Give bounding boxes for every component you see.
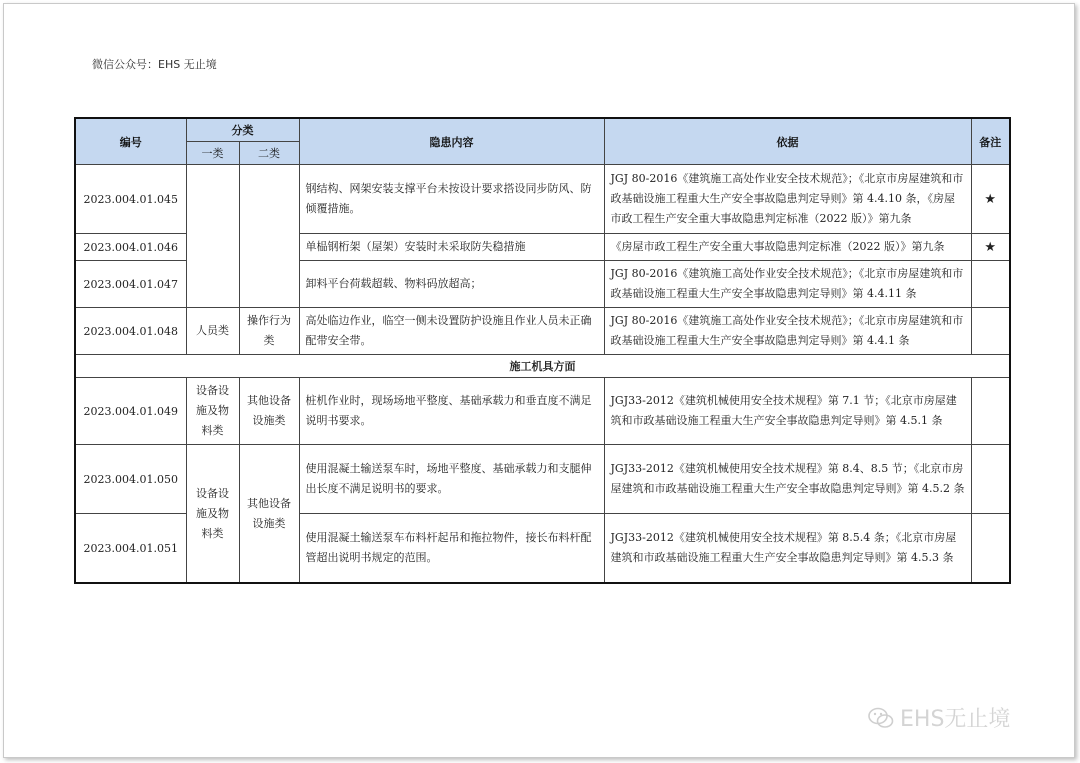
row-id: 2023.004.01.049 [75,378,186,445]
row-id: 2023.004.01.050 [75,445,186,514]
section-row [75,355,1010,378]
row-basis: JGJ33-2012《建筑机械使用安全技术规程》第 8.4、8.5 节；《北京市房屋建筑和市政基础设施工程重大生产安全事故隐患判定导则》第 4.5.2 条 [604,445,971,514]
table-row [75,445,1010,514]
row-remark [971,378,1010,445]
header-note: 微信公众号：EHS 无止境 [92,58,217,71]
hazard-table [74,117,1011,584]
table-row [75,378,1010,445]
row-id: 2023.004.01.046 [75,234,186,261]
watermark [868,702,1010,733]
row-remark [971,261,1010,308]
header-cat2: 二类 [239,142,299,165]
row-remark: ★ [971,234,1010,261]
header-row [75,118,1010,142]
table-row [75,308,1010,355]
row-cat1: 设备设施及物料类 [186,445,239,584]
row-remark [971,514,1010,584]
watermark-text: EHS无止境 [900,707,1011,732]
row-cat2: 其他设备设施类 [239,445,299,584]
row-hazard: 桩机作业时，现场场地平整度、基础承载力和垂直度不满足说明书要求。 [299,378,604,445]
row-basis: JGJ33-2012《建筑机械使用安全技术规程》第 7.1 节；《北京市房屋建筑和市政基础设施工程重大生产安全事故隐患判定导则》第 4.5.1 条 [604,378,971,445]
row-basis: JGJ 80-2016《建筑施工高处作业安全技术规范》；《北京市房屋建筑和市政基础设施工程重大生产安全事故隐患判定导则》第 4.4.1 条 [604,308,971,355]
header-cat1: 一类 [186,142,239,165]
table-row [75,165,1010,234]
wechat-icon [868,707,894,729]
row-id: 2023.004.01.045 [75,165,186,234]
row-basis: JGJ33-2012《建筑机械使用安全技术规程》第 8.5.4 条；《北京市房屋建筑和市政基础设施工程重大生产安全事故隐患判定导则》第 4.5.3 条 [604,514,971,584]
row-hazard: 高处临边作业，临空一侧未设置防护设施且作业人员未正确配带安全带。 [299,308,604,355]
row-cat1 [186,165,239,308]
row-id: 2023.004.01.048 [75,308,186,355]
row-basis: JGJ 80-2016《建筑施工高处作业安全技术规范》；《北京市房屋建筑和市政基础设施工程重大生产安全事故隐患判定导则》第 4.4.11 条 [604,261,971,308]
header-id: 编号 [75,118,186,165]
row-cat2: 其他设备设施类 [239,378,299,445]
row-cat2: 操作行为类 [239,308,299,355]
row-id: 2023.004.01.051 [75,514,186,584]
row-hazard: 使用混凝土输送泵车布料杆起吊和拖拉物件，接长布料杆配管超出说明书规定的范围。 [299,514,604,584]
row-hazard: 使用混凝土输送泵车时，场地平整度、基础承载力和支腿伸出长度不满足说明书的要求。 [299,445,604,514]
row-hazard: 单榀钢桁架（屋架）安装时未采取防失稳措施 [299,234,604,261]
row-id: 2023.004.01.047 [75,261,186,308]
header-category: 分类 [186,118,299,142]
row-remark: ★ [971,165,1010,234]
header-hazard: 隐患内容 [299,118,604,165]
header-remark: 备注 [971,118,1010,165]
row-cat1: 人员类 [186,308,239,355]
row-cat2 [239,165,299,308]
row-basis: 《房屋市政工程生产安全重大事故隐患判定标准（2022 版）》第九条 [604,234,971,261]
row-hazard: 钢结构、网架安装支撑平台未按设计要求搭设同步防风、防倾覆措施。 [299,165,604,234]
row-remark [971,445,1010,514]
section-title: 施工机具方面 [75,355,1010,378]
row-cat1: 设备设施及物料类 [186,378,239,445]
header-basis: 依据 [604,118,971,165]
row-remark [971,308,1010,355]
row-hazard: 卸料平台荷载超载、物料码放超高； [299,261,604,308]
row-basis: JGJ 80-2016《建筑施工高处作业安全技术规范》；《北京市房屋建筑和市政基础设施工程重大生产安全事故隐患判定导则》第 4.4.10 条，《房屋市政工程生产安全重大事故隐患判定标准（2022 版）》第九条 [604,165,971,234]
